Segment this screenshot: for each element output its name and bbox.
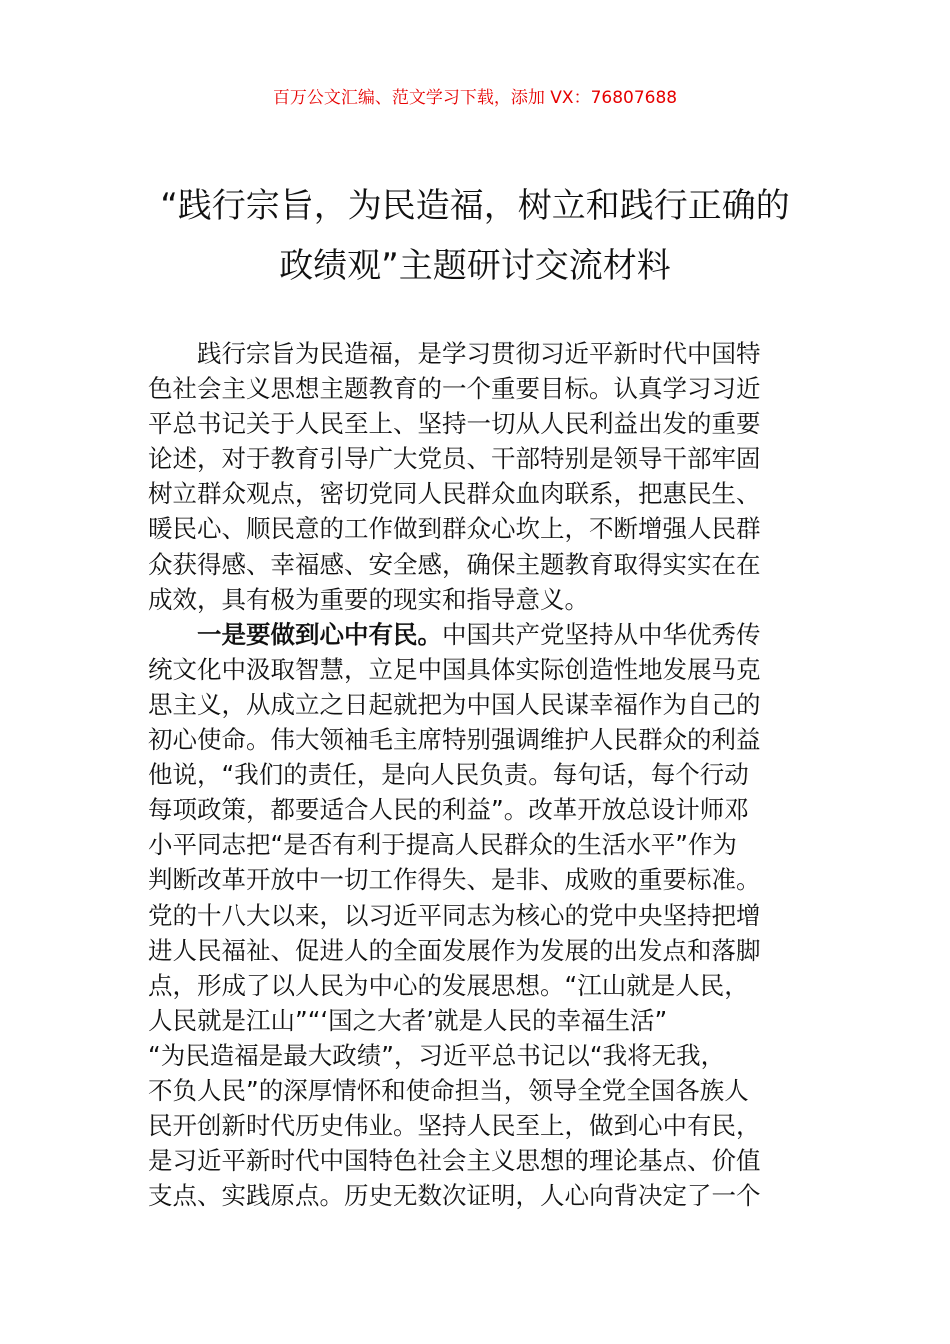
paragraph-line: 支点、实践原点。历史无数次证明，人心向背决定了一个 [148, 1181, 761, 1211]
paragraph-line: 众获得感、幸福感、安全感，确保主题教育取得实实在在 [148, 549, 761, 579]
paragraph-line: 不负人民”的深厚情怀和使命担当，领导全党全国各族人 [148, 1075, 749, 1105]
paragraph-1 [148, 336, 808, 617]
document-title [130, 176, 820, 296]
paragraph-line: 统文化中汲取智慧，立足中国具体实际创造性地发展马克 [148, 654, 761, 684]
paragraph-line: 践行宗旨为民造福，是学习贯彻习近平新时代中国特 [197, 339, 761, 368]
document-body [148, 336, 808, 1213]
paragraph-line: 色社会主义思想主题教育的一个重要目标。认真学习习近 [148, 374, 761, 404]
paragraph-line: 论述，对于教育引导广大党员、干部特别是领导干部牢固 [148, 444, 761, 474]
paragraph-line: 平总书记关于人民至上、坚持一切从人民利益出发的重要 [148, 409, 761, 439]
paragraph-line: 树立群众观点，密切党同人民群众血肉联系，把惠民生、 [148, 479, 761, 509]
paragraph-line: 他说，“我们的责任，是向人民负责。每句话，每个行动 [148, 760, 749, 790]
paragraph-line: 成效，具有极为重要的现实和指导意义。 [148, 584, 589, 614]
paragraph-first-line [148, 617, 808, 652]
paragraph-line-rest: 中国共产党坚持从中华优秀传 [442, 619, 761, 649]
paragraph-line: 民开创新时代历史伟业。坚持人民至上，做到心中有民， [148, 1111, 761, 1141]
paragraph-line: 判断改革开放中一切工作得失、是非、成败的重要标准。 [148, 865, 761, 895]
paragraph-line: 暖民心、顺民意的工作做到群众心坎上，不断增强人民群 [148, 514, 761, 544]
section-lead-heading: 一是要做到心中有民。 [197, 619, 442, 649]
paragraph-2 [148, 617, 808, 1214]
title-line-1: “践行宗旨，为民造福，树立和践行正确的 [160, 186, 790, 226]
paragraph-line: 人民就是江山”“‘国之大者’就是人民的幸福生活” [148, 1005, 668, 1035]
paragraph-line: 进人民福祉、促进人的全面发展作为发展的出发点和落脚 [148, 935, 761, 965]
paragraph-line: 小平同志把“是否有利于提高人民群众的生活水平”作为 [148, 830, 737, 860]
watermark-header: 百万公文汇编、范文学习下载，添加 VX：76807688 [272, 88, 678, 108]
paragraph-line: 点，形成了以人民为中心的发展思想。“江山就是人民， [148, 970, 749, 1000]
paragraph-line: 是习近平新时代中国特色社会主义思想的理论基点、价值 [148, 1146, 761, 1176]
title-line-2: 政绩观”主题研讨交流材料 [279, 246, 671, 286]
paragraph-line: “为民造福是最大政绩”，习近平总书记以“我将无我， [148, 1040, 726, 1070]
paragraph-line: 党的十八大以来，以习近平同志为核心的党中央坚持把增 [148, 900, 761, 930]
paragraph-line: 思主义，从成立之日起就把为中国人民谋幸福作为自己的 [148, 689, 761, 719]
paragraph-line: 初心使命。伟大领袖毛主席特别强调维护人民群众的利益 [148, 725, 761, 755]
paragraph-line: 每项政策，都要适合人民的利益”。改革开放总设计师邓 [148, 795, 749, 825]
